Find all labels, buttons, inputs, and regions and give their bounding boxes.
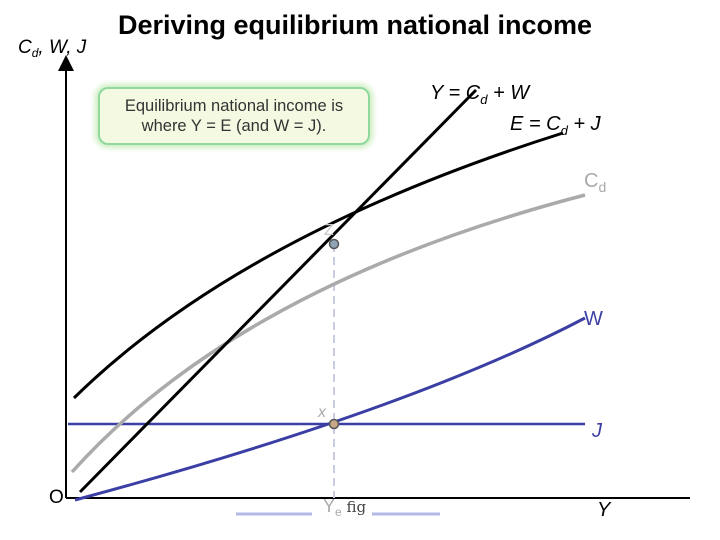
j-line-label: J [592, 420, 602, 442]
ye-label-y: Y [323, 496, 336, 516]
point-x-label: x [318, 404, 326, 421]
e-curve-label [510, 113, 602, 138]
ye-label-sub: e [335, 505, 342, 519]
y-axis-label-rest: , W, J [38, 37, 87, 58]
e-curve [74, 133, 563, 398]
y-axis-label-c: C [18, 37, 32, 58]
point-z [330, 240, 339, 249]
y-axis-label [18, 37, 87, 60]
cd-curve-label [584, 170, 606, 195]
callout-line-2: where Y = E (and W = J). [141, 117, 327, 135]
callout-box [98, 87, 370, 145]
ye-label-fig: fig [341, 498, 367, 516]
point-x [330, 420, 339, 429]
e-curve-label-a: E = C [510, 113, 561, 135]
point-z-label: Z [324, 222, 334, 239]
y-line-label-a: Y = C [430, 82, 481, 104]
y-line-label-b: + W [487, 82, 530, 104]
ye-label [323, 496, 366, 519]
y-line-label [430, 82, 531, 107]
cd-curve-label-sub: d [598, 179, 607, 195]
e-curve-label-b: + J [567, 113, 601, 135]
e-curve-label-sub: d [560, 123, 568, 138]
cd-curve-label-c: C [584, 170, 599, 192]
w-curve-label: W [584, 308, 603, 330]
chart-title: Deriving equilibrium national income [118, 10, 593, 40]
y-line [80, 90, 476, 492]
y-line-label-sub: d [480, 92, 488, 107]
x-axis-label: Y [597, 499, 611, 521]
w-curve [75, 318, 585, 500]
callout-line-1: Equilibrium national income is [124, 97, 344, 115]
y-axis-label-sub: d [31, 46, 39, 60]
origin-label: O [49, 487, 64, 508]
